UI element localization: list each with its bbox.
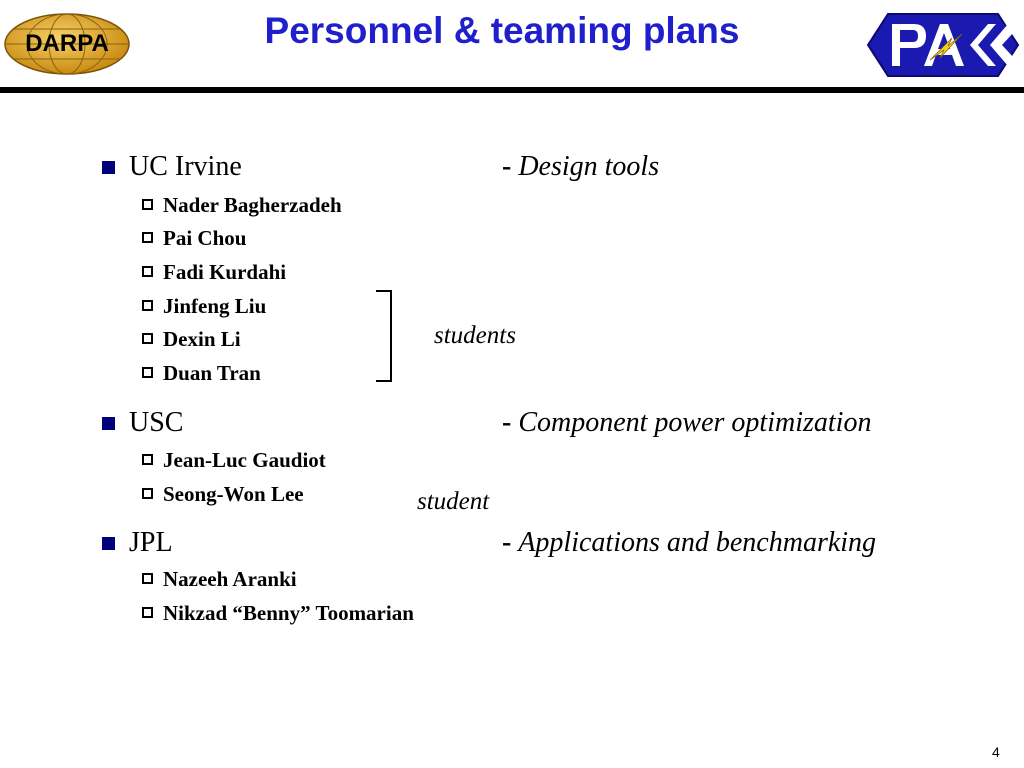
title-divider bbox=[0, 87, 1024, 93]
dash: - bbox=[502, 407, 512, 438]
description-text: Design tools bbox=[518, 151, 660, 182]
section-description bbox=[502, 152, 659, 182]
section-name: JPL bbox=[129, 527, 173, 558]
person-name: Seong-Won Lee bbox=[163, 482, 304, 506]
hollow-square-bullet-icon bbox=[142, 573, 153, 584]
hollow-square-bullet-icon bbox=[142, 367, 153, 378]
square-bullet-icon bbox=[102, 537, 115, 550]
hollow-square-bullet-icon bbox=[142, 333, 153, 344]
person-name: Jinfeng Liu bbox=[163, 294, 267, 318]
section-name: USC bbox=[129, 407, 184, 438]
darpa-logo-text: DARPA bbox=[25, 30, 109, 57]
square-bullet-icon bbox=[102, 417, 115, 430]
person-name: Fadi Kurdahi bbox=[163, 260, 287, 284]
student-note: student bbox=[417, 488, 490, 515]
hollow-square-bullet-icon bbox=[142, 266, 153, 277]
hollow-square-bullet-icon bbox=[142, 488, 153, 499]
person-name: Duan Tran bbox=[163, 361, 261, 385]
person-name: Jean-Luc Gaudiot bbox=[163, 448, 326, 472]
section-description bbox=[502, 408, 871, 438]
students-note: students bbox=[434, 322, 516, 349]
person-name: Pai Chou bbox=[163, 226, 247, 250]
hollow-square-bullet-icon bbox=[142, 607, 153, 618]
person-name: Nikzad “Benny” Toomarian bbox=[163, 601, 414, 625]
page-number: 4 bbox=[992, 744, 1000, 760]
dash: - bbox=[502, 151, 512, 182]
hollow-square-bullet-icon bbox=[142, 232, 153, 243]
description-text: Component power optimization bbox=[518, 407, 872, 438]
students-bracket bbox=[376, 290, 392, 382]
person-name: Nader Bagherzadeh bbox=[163, 193, 342, 217]
hollow-square-bullet-icon bbox=[142, 199, 153, 210]
person-name: Nazeeh Aranki bbox=[163, 567, 297, 591]
square-bullet-icon bbox=[102, 161, 115, 174]
dash: - bbox=[502, 527, 512, 558]
person-name: Dexin Li bbox=[163, 327, 241, 351]
pacc-logo bbox=[866, 12, 1020, 78]
hollow-square-bullet-icon bbox=[142, 454, 153, 465]
hollow-square-bullet-icon bbox=[142, 300, 153, 311]
slide-title: Personnel & teaming plans bbox=[264, 10, 740, 51]
description-text: Applications and benchmarking bbox=[518, 527, 877, 558]
section-name: UC Irvine bbox=[129, 151, 242, 182]
pacc-logo-icon bbox=[866, 12, 1020, 78]
section-description bbox=[502, 528, 876, 558]
